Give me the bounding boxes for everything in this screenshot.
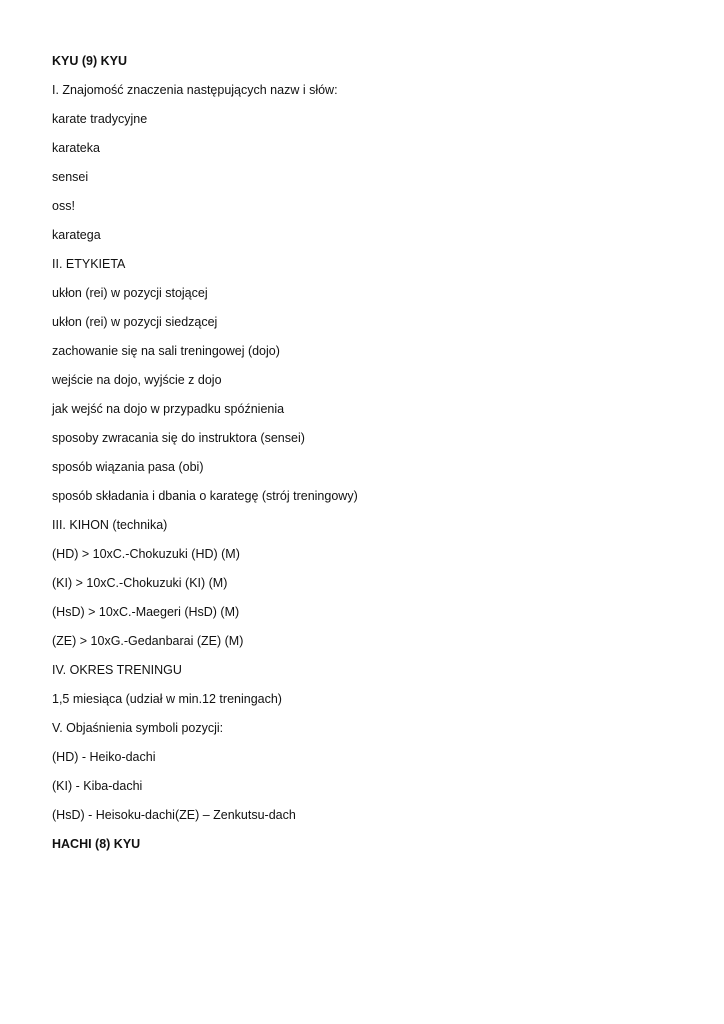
list-item: sposoby zwracania się do instruktora (sensei) <box>52 431 305 445</box>
list-item: (HD) > 10xC.-Chokuzuki (HD) (M) <box>52 547 240 561</box>
list-item: (KI) > 10xC.-Chokuzuki (KI) (M) <box>52 576 228 590</box>
list-item: zachowanie się na sali treningowej (dojo) <box>52 344 280 358</box>
list-item: 1,5 miesiąca (udział w min.12 treningach) <box>52 692 282 706</box>
list-item: wejście na dojo, wyjście z dojo <box>52 373 222 387</box>
list-item: sensei <box>52 170 89 184</box>
list-item: ukłon (rei) w pozycji stojącej <box>52 286 208 300</box>
list-item: karateka <box>52 141 100 155</box>
list-item: ukłon (rei) w pozycji siedzącej <box>52 315 218 329</box>
section-1-heading: I. Znajomość znaczenia następujących nazw i słów: <box>52 83 338 97</box>
list-item: (HD) - Heiko-dachi <box>52 750 156 764</box>
heading-hachi-8: HACHI (8) KYU <box>52 837 141 851</box>
list-item: (ZE) > 10xG.-Gedanbarai (ZE) (M) <box>52 634 244 648</box>
list-item: karate tradycyjne <box>52 112 148 126</box>
section-5-heading: V. Objaśnienia symboli pozycji: <box>52 721 224 735</box>
list-item: sposób składania i dbania o karategę (strój treningowy) <box>52 489 358 503</box>
list-item: sposób wiązania pasa (obi) <box>52 460 204 474</box>
section-4-heading: IV. OKRES TRENINGU <box>52 663 182 677</box>
heading-kyu-9: KYU (9) KYU <box>52 54 128 68</box>
list-item: (HsD) - Heisoku-dachi(ZE) – Zenkutsu-dach <box>52 808 296 822</box>
list-item: karatega <box>52 228 101 242</box>
section-3-heading: III. KIHON (technika) <box>52 518 168 532</box>
list-item: (HsD) > 10xC.-Maegeri (HsD) (M) <box>52 605 240 619</box>
list-item: (KI) - Kiba-dachi <box>52 779 143 793</box>
list-item: jak wejść na dojo w przypadku spóźnienia <box>52 402 285 416</box>
list-item: oss! <box>52 199 75 213</box>
section-2-heading: II. ETYKIETA <box>52 257 126 271</box>
